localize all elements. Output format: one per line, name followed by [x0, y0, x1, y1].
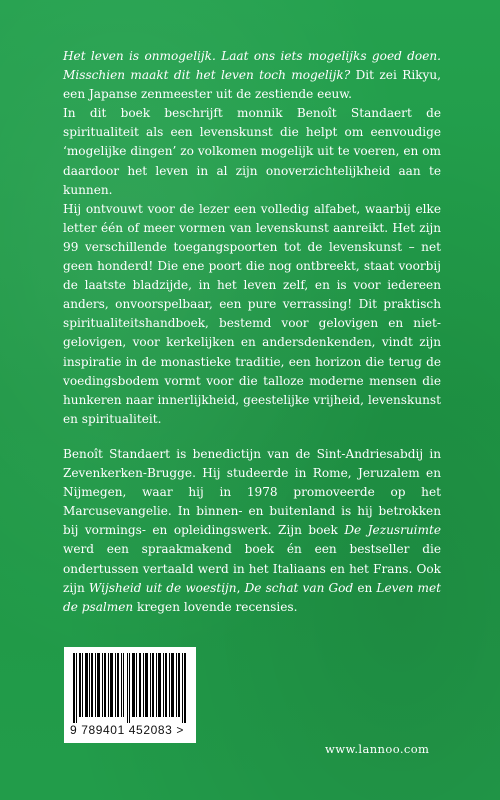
book-title-3: De schat van God [244, 580, 354, 595]
publisher-website[interactable]: www.lannoo.com [325, 742, 430, 756]
book-title-2: Wijsheid uit de woestijn [88, 580, 237, 595]
blurb-text [63, 47, 441, 429]
book-title-1: De Jezusruimte [344, 523, 441, 538]
bio-text-1: Benoît Standaert is benedictijn van de Sint-Andriesabdij in Zevenkerken-Brugge. Hij studeerde in Rome, Jeruzalem en Nijmegen, waar hij in 1978 promoveerde op het Marcusevangelie. In binnen- en buitenland is hij betrokken bij vormings- en opleidingswerk. Zijn boek [63, 447, 441, 538]
bio-text-4: en [353, 580, 377, 595]
barcode-bars [73, 653, 187, 723]
isbn-number: 9 789401 452083 > [70, 723, 184, 737]
opening-quote: Het leven is onmogelijk. Laat ons iets mogelijks goed doen. Misschien maakt dit het leven toch mogelijk? [63, 49, 441, 83]
author-bio [63, 445, 441, 617]
bio-text-2: werd een spraakmakend boek én een bestseller die ondertussen vertaald werd in het Italiaans en het Frans. Ook zijn [63, 542, 441, 595]
bio-text-5: kregen lovende recensies. [133, 599, 298, 614]
bio-text-3: , [236, 580, 245, 595]
quote-attribution: Dit zei Rikyu, een Japanse zenmeester uit de zestiende eeuw. [63, 68, 441, 102]
author-bio-paragraph [63, 445, 441, 617]
blurb-paragraph-1 [63, 47, 441, 104]
blurb-paragraph-3: Hij ontvouwt voor de lezer een volledig alfabet, waarbij elke letter één of meer vormen van levenskunst aanreikt. Het zijn 99 verschillende toegangspoorten tot de levenskunst – net geen honderd! Die ene poort die nog ontbreekt, staat voorbij de laatste bladzijde, in het leven zelf, en is voor iedereen anders, onvoorspelbaar, een pure verrassing! Dit praktisch spiritualiteitshandboek, bestemd voor gelovigen en niet-gelovigen, voor kerkelijken en andersdenkenden, vindt zijn inspiratie in de monastieke traditie, een horizon die terug de voedingsbodem vormt voor die talloze moderne mensen die hunkeren naar innerlijkheid, geestelijke vrijheid, levenskunst en spiritualiteit. [63, 201, 441, 426]
isbn-barcode [64, 647, 196, 743]
blurb-paragraph-2: In dit boek beschrijft monnik Benoît Standaert de spiritualiteit als een levenskunst die helpt om eenvoudige ‘mogelijke dingen’ zo volkomen mogelijk uit te voeren, en om daardoor het leven in al zijn onoverzichtelijkheid aan te kunnen. [63, 106, 441, 197]
book-title-4: Leven met de psalmen [63, 580, 442, 614]
